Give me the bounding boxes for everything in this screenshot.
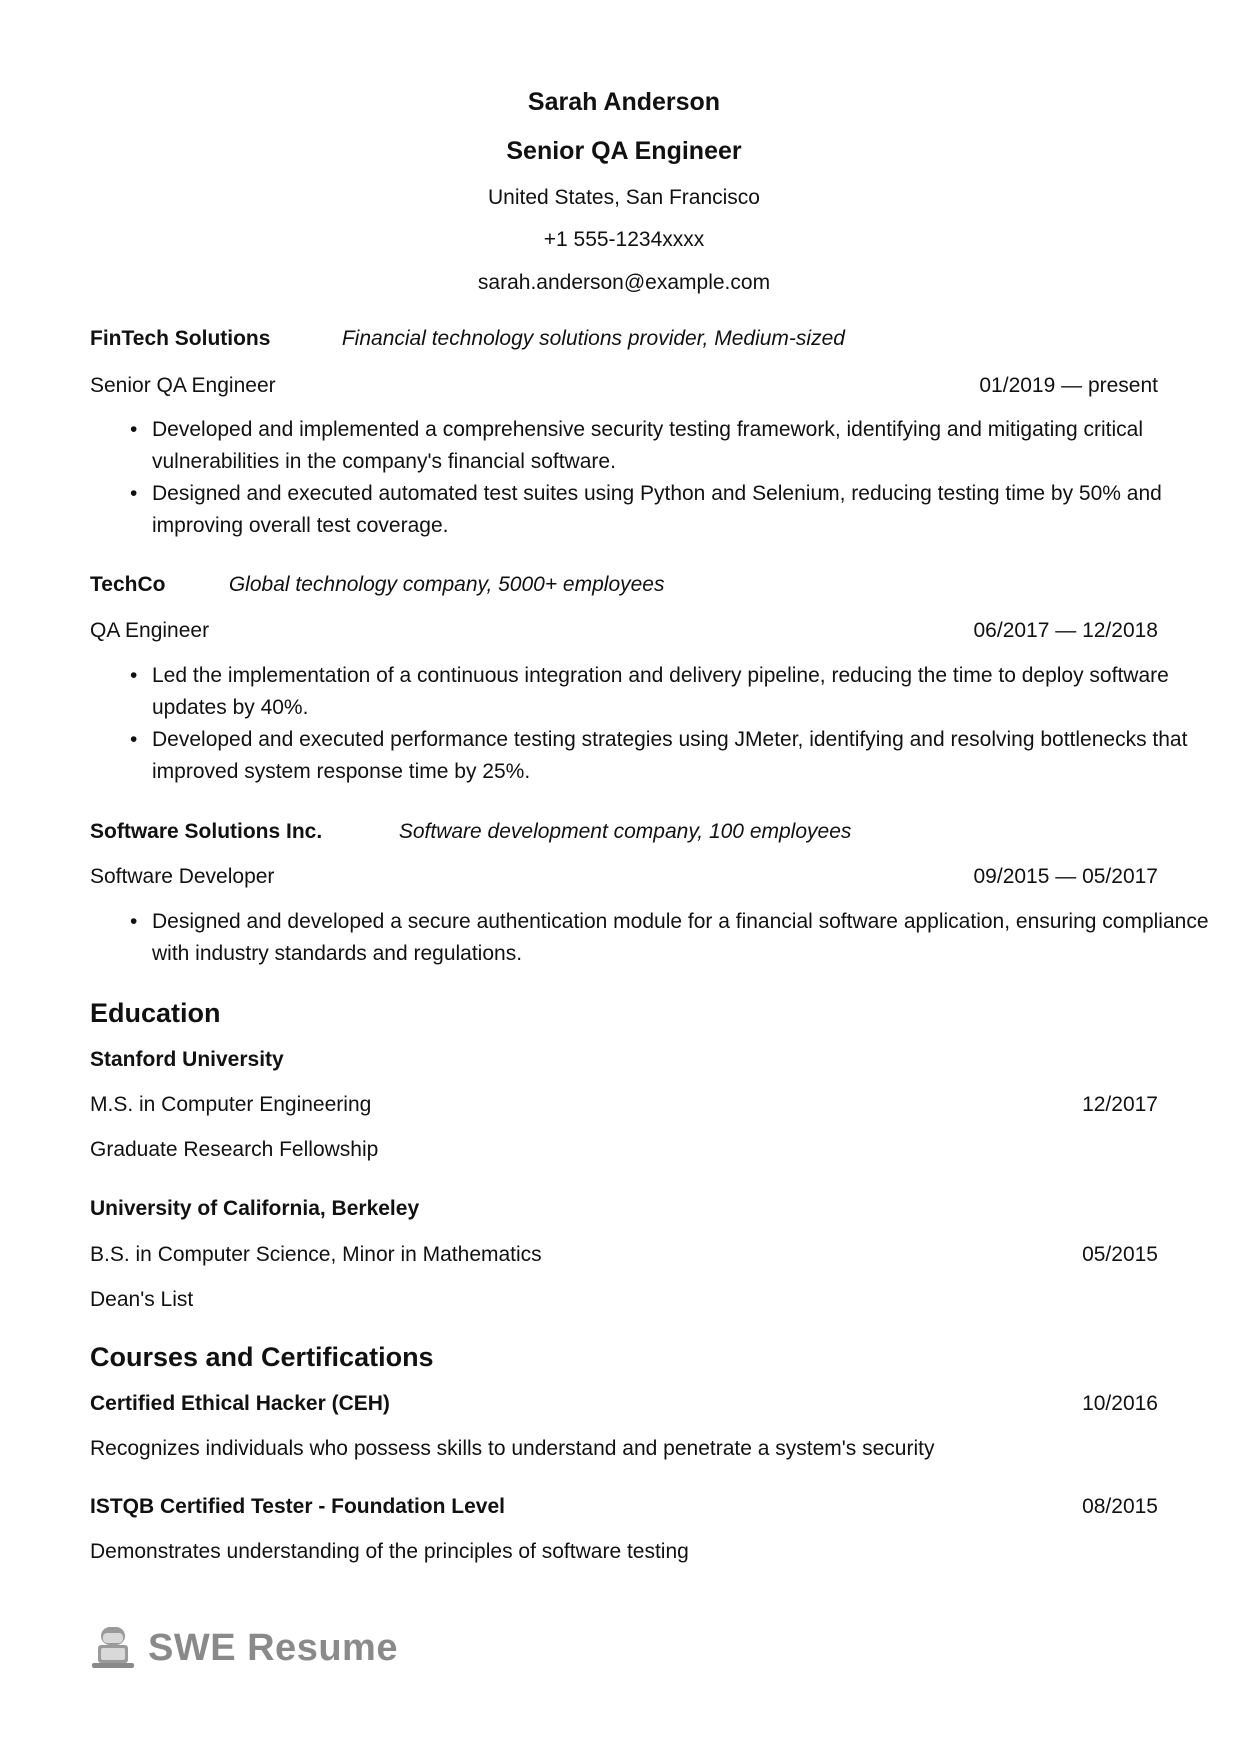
courses-heading: Courses and Certifications — [90, 1342, 434, 1372]
course-name: Certified Ethical Hacker (CEH) — [90, 1392, 390, 1415]
email: sarah.anderson@example.com — [477, 271, 771, 294]
location: United States, San Francisco — [488, 186, 760, 209]
swe-resume-logo — [90, 1625, 398, 1671]
company-description: Global technology company, 5000+ employees — [228, 573, 665, 596]
degree: M.S. in Computer Engineering — [90, 1093, 372, 1116]
role: QA Engineer — [90, 619, 210, 642]
resume-title: Senior QA Engineer — [506, 137, 742, 165]
school-name: University of California, Berkeley — [90, 1197, 420, 1220]
education-note: Dean's List — [90, 1288, 194, 1311]
list-item: • Developed and executed performance testing strategies using JMeter, identifying and resolving bottlenecks that improved system response time by 25%. — [152, 724, 1220, 788]
course-row — [90, 1495, 1158, 1519]
logo-text: SWE Resume — [148, 1626, 398, 1669]
bullet-list — [90, 906, 1220, 970]
resume-name: Sarah Anderson — [527, 88, 721, 116]
dates: 09/2015 — 05/2017 — [973, 865, 1158, 888]
role: Software Developer — [90, 865, 275, 888]
course-date: 08/2015 — [1082, 1495, 1158, 1518]
graduation-date: 12/2017 — [1082, 1093, 1158, 1116]
dates: 06/2017 — 12/2018 — [973, 619, 1158, 642]
list-item: • Developed and implemented a comprehensive security testing framework, identifying and mitigating critical vulnerabilities in the company's financial software. — [152, 414, 1220, 478]
school-name: Stanford University — [90, 1048, 284, 1071]
course-row — [90, 1392, 1158, 1416]
company-name: Software Solutions Inc. — [90, 820, 323, 843]
bullet-list — [90, 660, 1220, 788]
course-name: ISTQB Certified Tester - Foundation Level — [90, 1495, 505, 1518]
company-description: Financial technology solutions provider, Medium-sized — [341, 327, 845, 350]
list-item: • Designed and developed a secure authentication module for a financial software application, ensuring compliance with industry standards and regulations. — [152, 906, 1220, 970]
experience-role-row — [90, 374, 1158, 398]
experience-role-row — [90, 619, 1158, 643]
company-name: FinTech Solutions — [90, 327, 271, 350]
course-description: Demonstrates understanding of the principles of software testing — [90, 1540, 689, 1563]
list-item: • Led the implementation of a continuous integration and delivery pipeline, reducing the time to deploy software updates by 40%. — [152, 660, 1220, 724]
experience-header — [90, 820, 1158, 844]
experience-role-row — [90, 865, 1158, 889]
degree: B.S. in Computer Science, Minor in Mathematics — [90, 1243, 542, 1266]
company-name: TechCo — [90, 573, 166, 596]
education-heading: Education — [90, 998, 221, 1028]
education-note: Graduate Research Fellowship — [90, 1138, 379, 1161]
company-description: Software development company, 100 employees — [398, 820, 852, 843]
course-description: Recognizes individuals who possess skills to understand and penetrate a system's security — [90, 1437, 935, 1460]
bullet-list — [90, 414, 1220, 542]
experience-header — [90, 327, 1158, 351]
degree-row — [90, 1093, 1158, 1117]
list-item: • Designed and executed automated test suites using Python and Selenium, reducing testing time by 50% and improving overall test coverage. — [152, 478, 1220, 542]
course-date: 10/2016 — [1082, 1392, 1158, 1415]
graduation-date: 05/2015 — [1082, 1243, 1158, 1266]
phone: +1 555-1234xxxx — [543, 228, 705, 251]
degree-row — [90, 1243, 1158, 1267]
role: Senior QA Engineer — [90, 374, 276, 397]
dates: 01/2019 — present — [979, 374, 1158, 397]
person-laptop-icon — [90, 1625, 136, 1671]
experience-header — [90, 573, 1158, 597]
